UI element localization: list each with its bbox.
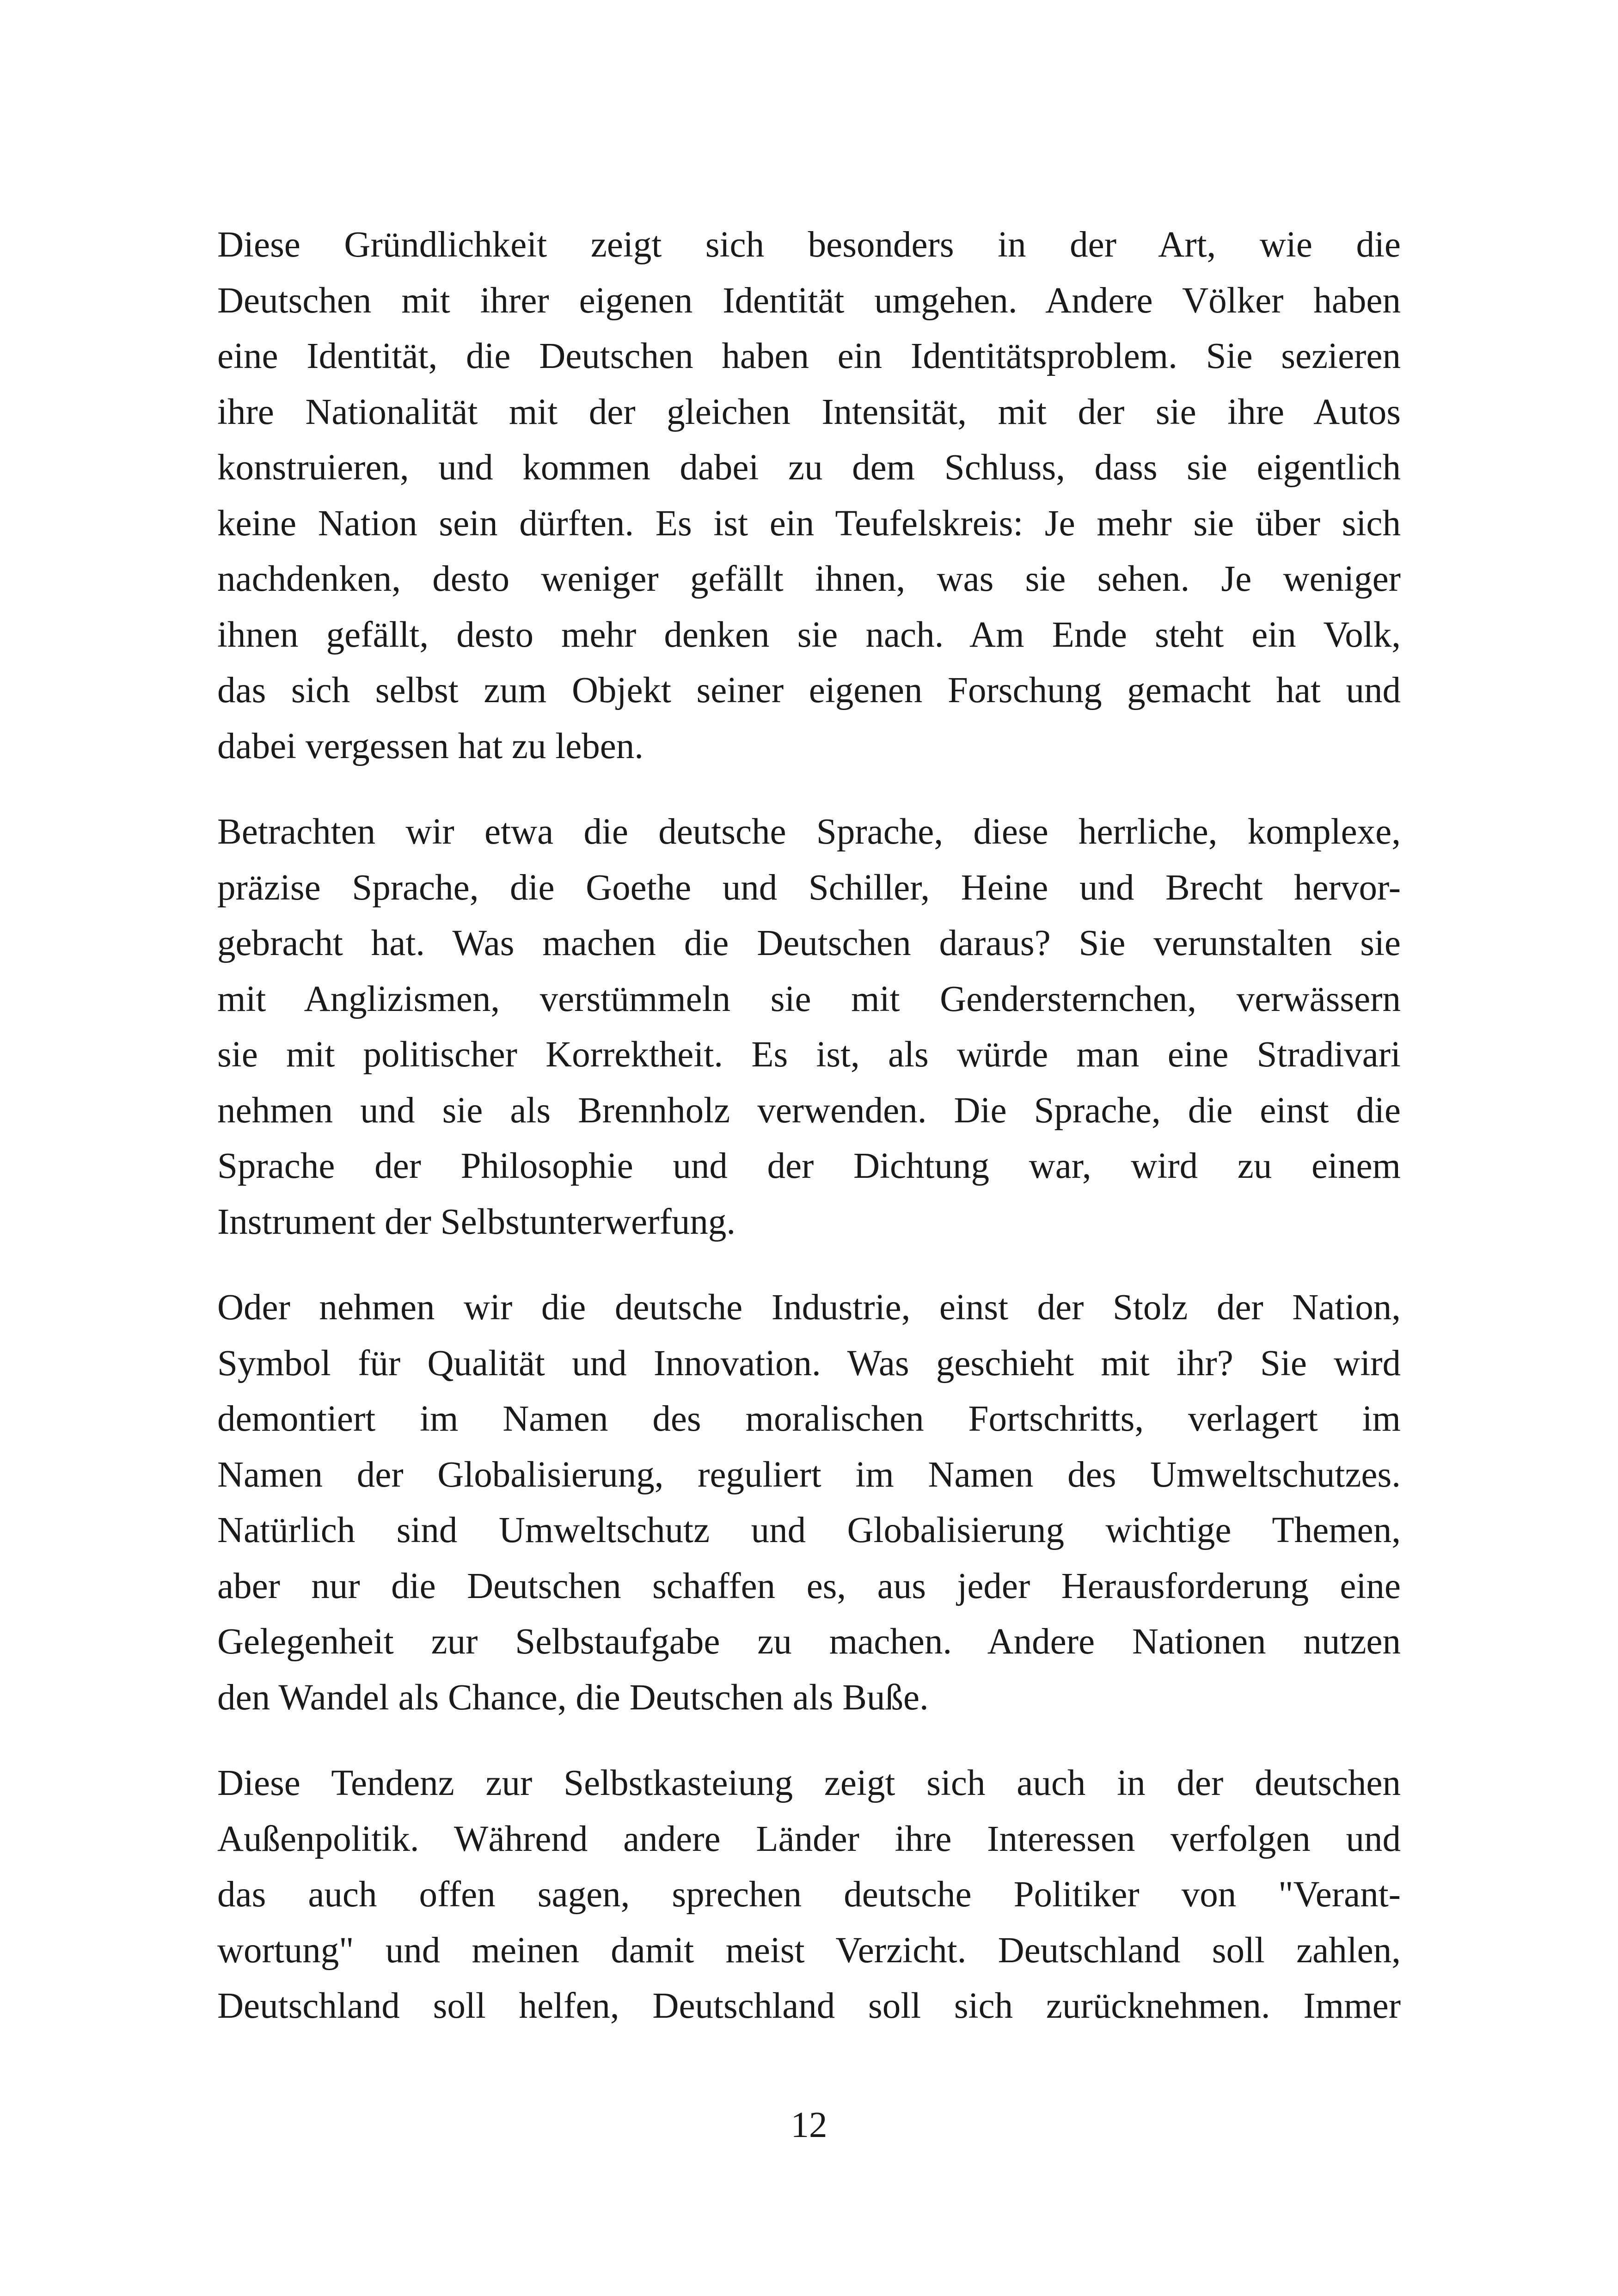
paragraph-1 [217, 217, 1401, 774]
text-line: Oder nehmen wir die deutsche Industrie, einst der Stolz der Nation, [217, 1287, 1401, 1328]
text-line: eine Identität, die Deutschen haben ein Identitätsproblem. Sie sezieren [217, 336, 1401, 376]
text-line: Diese Tendenz zur Selbstkasteiung zeigt sich auch in der deutschen [217, 1763, 1401, 1803]
text-line: demontiert im Namen des moralischen Fortschritts, verlagert im [217, 1399, 1401, 1439]
text-line: aber nur die Deutschen schaffen es, aus jeder Herausforderung eine [217, 1566, 1401, 1606]
text-line: das auch offen sagen, sprechen deutsche Politiker von "Verant- [217, 1874, 1401, 1915]
text-line: das sich selbst zum Objekt seiner eigenen Forschung gemacht hat und [217, 670, 1401, 710]
text-line: keine Nation sein dürften. Es ist ein Teufelskreis: Je mehr sie über sich [217, 503, 1401, 544]
paragraph-3 [217, 1280, 1401, 1726]
text-line: gebracht hat. Was machen die Deutschen daraus? Sie verunstalten sie [217, 923, 1401, 963]
text-line: Außenpolitik. Während andere Länder ihre Interessen verfolgen und [217, 1818, 1401, 1859]
text-line: konstruieren, und kommen dabei zu dem Schluss, dass sie eigentlich [217, 447, 1401, 488]
text-line: Deutschland soll helfen, Deutschland soll sich zurücknehmen. Immer [217, 1986, 1401, 2026]
text-line: ihnen gefällt, desto mehr denken sie nach. Am Ende steht ein Volk, [217, 614, 1401, 655]
text-line: nehmen und sie als Brennholz verwenden. Die Sprache, die einst die [217, 1090, 1401, 1131]
text-line: sie mit politischer Korrektheit. Es ist, als würde man eine Stradivari [217, 1035, 1401, 1075]
text-line: Namen der Globalisierung, reguliert im Namen des Umweltschutzes. [217, 1454, 1401, 1495]
text-line: Natürlich sind Umweltschutz und Globalisierung wichtige Themen, [217, 1510, 1401, 1550]
page-number: 12 [791, 2105, 827, 2145]
text-line: mit Anglizismen, verstümmeln sie mit Gendersternchen, verwässern [217, 979, 1401, 1019]
paragraph-gap [217, 774, 1401, 804]
body-text [217, 217, 1401, 2034]
text-line: Betrachten wir etwa die deutsche Sprache, diese herrliche, komplexe, [217, 812, 1401, 852]
text-line: nachdenken, desto weniger gefällt ihnen, was sie sehen. Je weniger [217, 559, 1401, 599]
text-line: Sprache der Philosophie und der Dichtung war, wird zu einem [217, 1146, 1401, 1186]
text-line: Diese Gründlichkeit zeigt sich besonders in der Art, wie die [217, 225, 1401, 265]
text-line: ihre Nationalität mit der gleichen Intensität, mit der sie ihre Autos [217, 392, 1401, 432]
text-line: dabei vergessen hat zu leben. [217, 726, 644, 766]
text-line: den Wandel als Chance, die Deutschen als Buße. [217, 1677, 929, 1718]
text-line: Instrument der Selbstunterwerfung. [217, 1201, 736, 1242]
paragraph-gap [217, 1726, 1401, 1756]
paragraph-2 [217, 804, 1401, 1250]
text-line: Symbol für Qualität und Innovation. Was geschieht mit ihr? Sie wird [217, 1343, 1401, 1384]
text-line: Gelegenheit zur Selbstaufgabe zu machen. Andere Nationen nutzen [217, 1622, 1401, 1662]
text-line: präzise Sprache, die Goethe und Schiller, Heine und Brecht hervor- [217, 867, 1401, 908]
text-line: wortung" und meinen damit meist Verzicht. Deutschland soll zahlen, [217, 1930, 1401, 1971]
paragraph-gap [217, 1250, 1401, 1280]
paragraph-4 [217, 1756, 1401, 2034]
text-line: Deutschen mit ihrer eigenen Identität umgehen. Andere Völker haben [217, 280, 1401, 321]
